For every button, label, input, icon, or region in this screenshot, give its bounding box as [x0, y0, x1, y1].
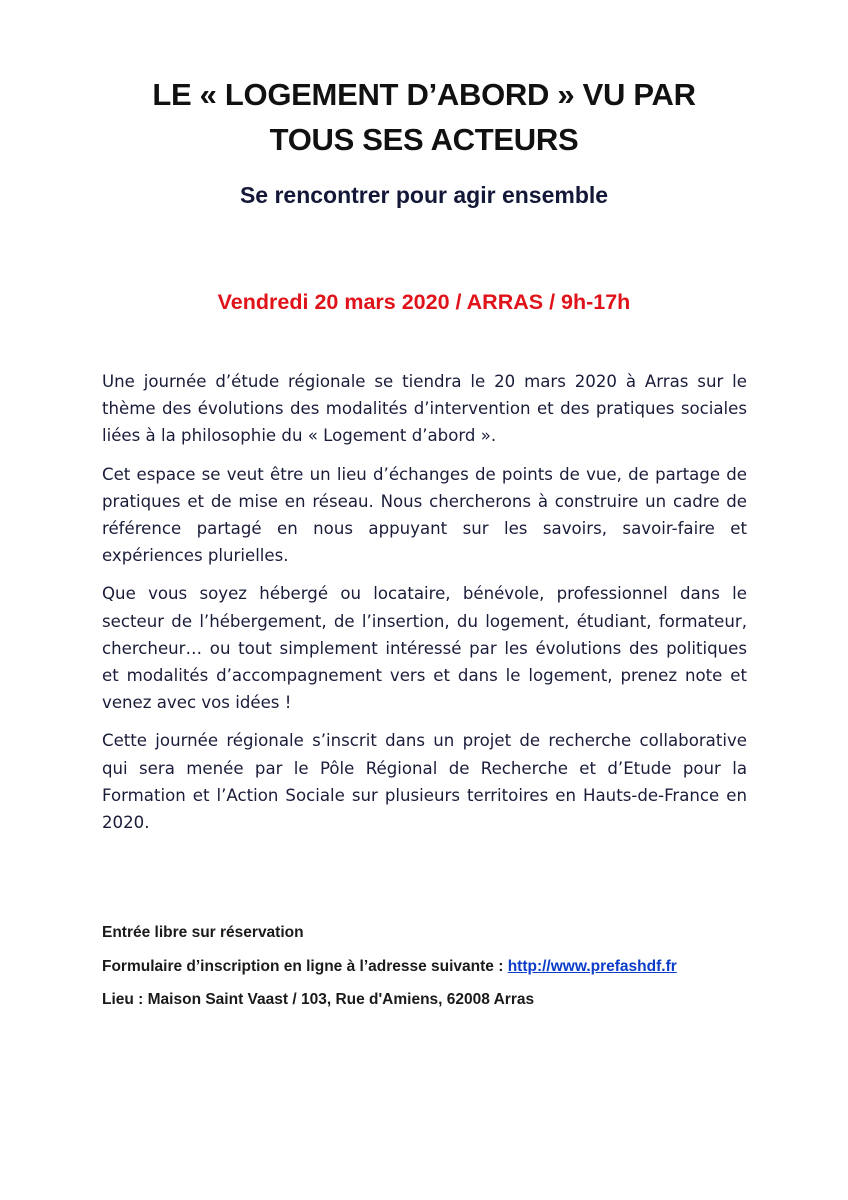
entry-info: Entrée libre sur réservation: [102, 924, 304, 941]
description-body: [102, 368, 747, 847]
paragraph-audience: Que vous soyez hébergé ou locataire, bénévole, professionnel dans le secteur de l’hébergement, de l’insertion, du logement, étudiant, formateur, chercheur… ou tout simplement intéressé par les évolutions des politiques et modalités d’accompagnement vers et dans le logement, prenez note et venez avec vos idées !: [102, 584, 747, 713]
event-date-location: Vendredi 20 mars 2020 / ARRAS / 9h-17h: [217, 290, 631, 314]
registration-label: Formulaire d’inscription en ligne à l’adresse suivante :: [102, 958, 508, 975]
venue-info: Lieu : Maison Saint Vaast / 103, Rue d'Amiens, 62008 Arras: [102, 991, 535, 1008]
page-subtitle: Se rencontrer pour agir ensemble: [239, 182, 609, 208]
registration-info: [102, 957, 677, 977]
paragraph-project: Cette journée régionale s’inscrit dans un projet de recherche collaborative qui sera menée par le Pôle Régional de Recherche et d’Etude pour la Formation et l’Action Sociale sur plusieurs territoires en Hauts-de-France en 2020.: [102, 731, 747, 833]
registration-link[interactable]: http://www.prefashdf.fr: [507, 958, 677, 975]
page-title-line-2: TOUS SES ACTEURS: [269, 122, 579, 157]
paragraph-intro: Une journée d’étude régionale se tiendra le 20 mars 2020 à Arras sur le thème des évolutions des modalités d’intervention et des pratiques sociales liées à la philosophie du « Logement d’abord ».: [102, 372, 747, 446]
page-title-line-1: LE « LOGEMENT D’ABORD » VU PAR: [152, 77, 696, 112]
paragraph-purpose: Cet espace se veut être un lieu d’échanges de points de vue, de partage de pratiques et de mise en réseau. Nous chercherons à construire un cadre de référence partagé en nous appuyant sur les savoirs, savoir-faire et expériences plurielles.: [102, 464, 747, 566]
